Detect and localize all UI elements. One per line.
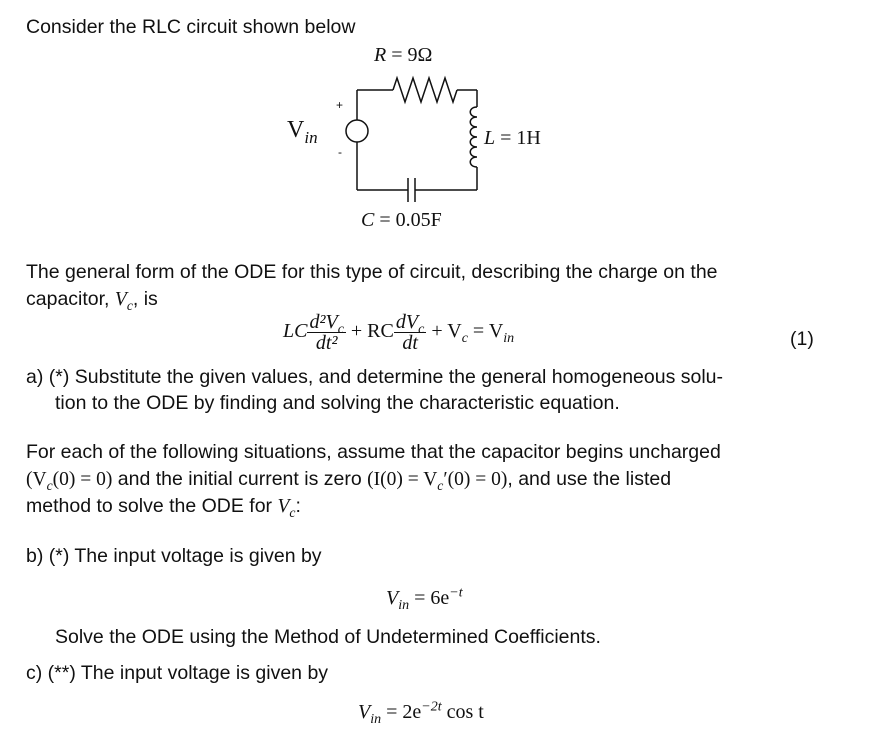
part-b-label: b) (*) The input voltage is given by [26, 545, 322, 567]
inductor-symbol [470, 107, 477, 167]
conditions-line3: method to solve the ODE for $V_c$: [26, 495, 301, 520]
conditions-line2: $(V_c(0) = 0)$ and the initial current is zero $(I(0) = V_c'(0) = 0)$, and use the listed [26, 468, 672, 493]
resistor-symbol [393, 78, 457, 102]
ode-equation: LC $\frac{d^2V_c}{\text{dt²}}$ + RC $\frac{dV_c}{dt}$ + $V_c = V_{in}$ [283, 311, 515, 354]
intro-text: Consider the RLC circuit shown below [26, 16, 356, 38]
part-a-line1: a) (*) Substitute the given values, and determine the general homogeneous solu- [26, 366, 724, 388]
equation-number: (1) [790, 328, 814, 350]
conditions-line1: For each of the following situations, assume that the capacitor begins uncharged [26, 441, 721, 463]
vin-label: $V_{in}$ [287, 117, 318, 147]
vin-plus-sign: + [336, 98, 344, 112]
resistor-label: R = 9Ω [374, 44, 433, 66]
capacitor-label: C = 0.05F [361, 209, 442, 231]
part-b-equation: $V_{in} = 6e^{-t}$ [386, 585, 463, 613]
vin-minus-sign: - [338, 145, 342, 159]
part-a-line2: tion to the ODE by finding and solving the characteristic equation. [55, 392, 620, 414]
part-b-method: Solve the ODE using the Method of Undetermined Coefficients. [55, 626, 601, 648]
part-c-equation: $V_{in} = 2e^{-2t}$ cos t [358, 699, 484, 727]
first-derivative-fraction: $\frac{dV_c}{dt}$ [395, 311, 425, 354]
voltage-source-symbol [346, 120, 368, 142]
general-form-line2: capacitor, $V_c$, is [26, 288, 158, 313]
general-form-line1: The general form of the ODE for this type of circuit, describing the charge on the [26, 261, 718, 283]
inductor-label: L = 1H [484, 127, 541, 149]
second-derivative-fraction: $\frac{d^2V_c}{\text{dt²}}$ [309, 311, 344, 354]
part-c-label: c) (**) The input voltage is given by [26, 662, 329, 684]
